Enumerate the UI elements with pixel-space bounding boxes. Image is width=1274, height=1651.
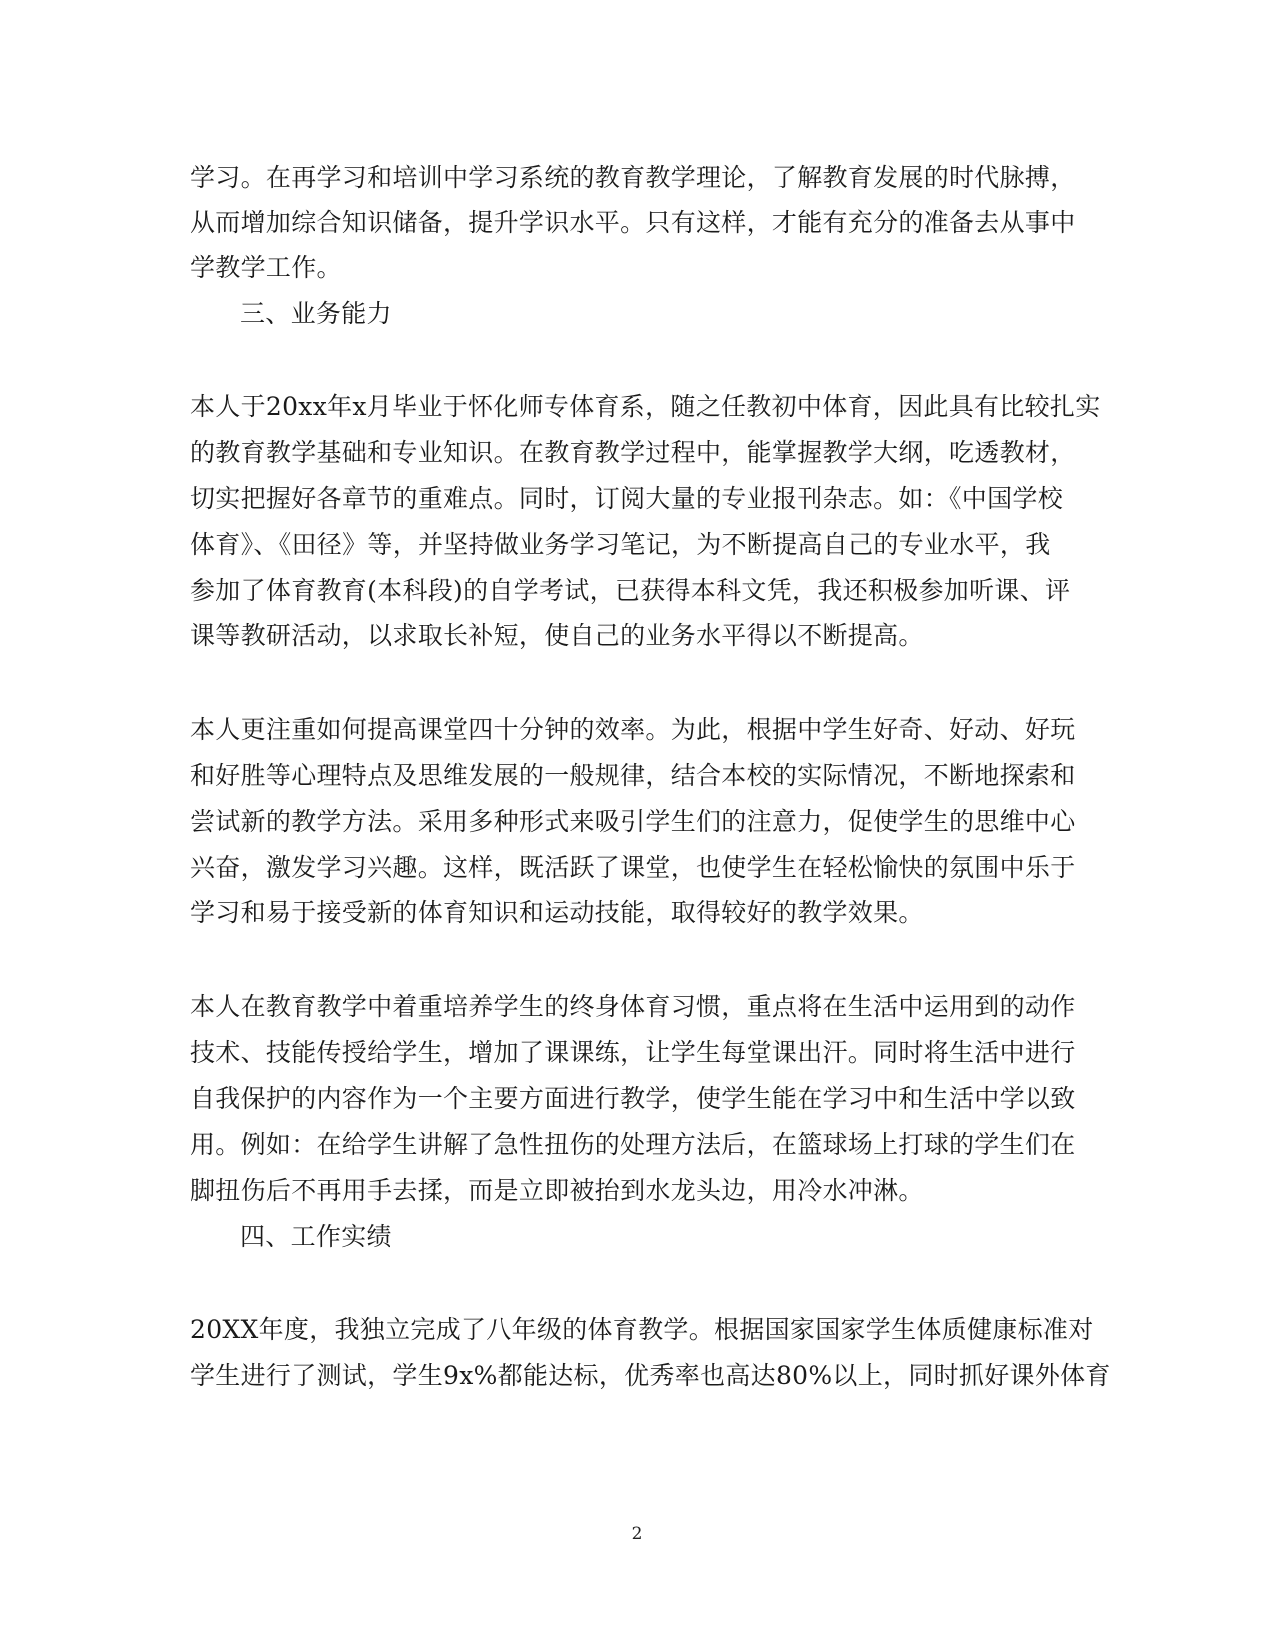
- text-line: 20XX年度，我独立完成了八年级的体育教学。根据国家国家学生体质健康标准对: [190, 1315, 1094, 1344]
- text-line: 的教育教学基础和专业知识。在教育教学过程中，能掌握教学大纲，吃透教材，: [190, 438, 1076, 467]
- text-line: 用。例如：在给学生讲解了急性扭伤的处理方法后，在篮球场上打球的学生们在: [190, 1130, 1076, 1159]
- section-heading: 四、工作实绩: [240, 1222, 392, 1251]
- text-line: 尝试新的教学方法。采用多种形式来吸引学生们的注意力，促使学生的思维中心: [190, 807, 1076, 836]
- text-line: 学习。在再学习和培训中学习系统的教育教学理论，了解教育发展的时代脉搏，: [190, 163, 1076, 192]
- text-line: 课等教研活动，以求取长补短，使自己的业务水平得以不断提高。: [190, 621, 924, 650]
- page-number: 2: [631, 1524, 643, 1544]
- section-heading: 三、业务能力: [240, 299, 392, 328]
- text-line: 自我保护的内容作为一个主要方面进行教学，使学生能在学习中和生活中学以致: [190, 1084, 1076, 1113]
- text-line: 学习和易于接受新的体育知识和运动技能，取得较好的教学效果。: [190, 898, 924, 927]
- text-line: 本人更注重如何提高课堂四十分钟的效率。为此，根据中学生好奇、好动、好玩: [190, 715, 1076, 744]
- text-line: 技术、技能传授给学生，增加了课课练，让学生每堂课出汗。同时将生活中进行: [190, 1038, 1076, 1067]
- text-line: 兴奋，激发学习兴趣。这样，既活跃了课堂，也使学生在轻松愉快的氛围中乐于: [190, 853, 1076, 882]
- text-line: 本人在教育教学中着重培养学生的终身体育习惯，重点将在生活中运用到的动作: [190, 992, 1076, 1021]
- text-line: 脚扭伤后不再用手去揉，而是立即被抬到水龙头边，用冷水冲淋。: [190, 1176, 924, 1205]
- text-line: 学教学工作。: [190, 253, 342, 282]
- text-line: 和好胜等心理特点及思维发展的一般规律，结合本校的实际情况，不断地探索和: [190, 761, 1076, 790]
- text-line: 参加了体育教育(本科段)的自学考试，已获得本科文凭，我还积极参加听课、评: [190, 576, 1071, 605]
- text-line: 本人于20xx年x月毕业于怀化师专体育系，随之任教初中体育，因此具有比较扎实: [190, 392, 1101, 421]
- text-line: 体育》、《田径》等，并坚持做业务学习笔记，为不断提高自己的专业水平，我: [190, 530, 1051, 559]
- text-line: 切实把握好各章节的重难点。同时，订阅大量的专业报刊杂志。如：《中国学校: [190, 484, 1064, 513]
- text-line: 学生进行了测试，学生9x%都能达标，优秀率也高达80%以上，同时抓好课外体育: [190, 1361, 1111, 1390]
- text-line: 从而增加综合知识储备，提升学识水平。只有这样，才能有充分的准备去从事中: [190, 208, 1076, 237]
